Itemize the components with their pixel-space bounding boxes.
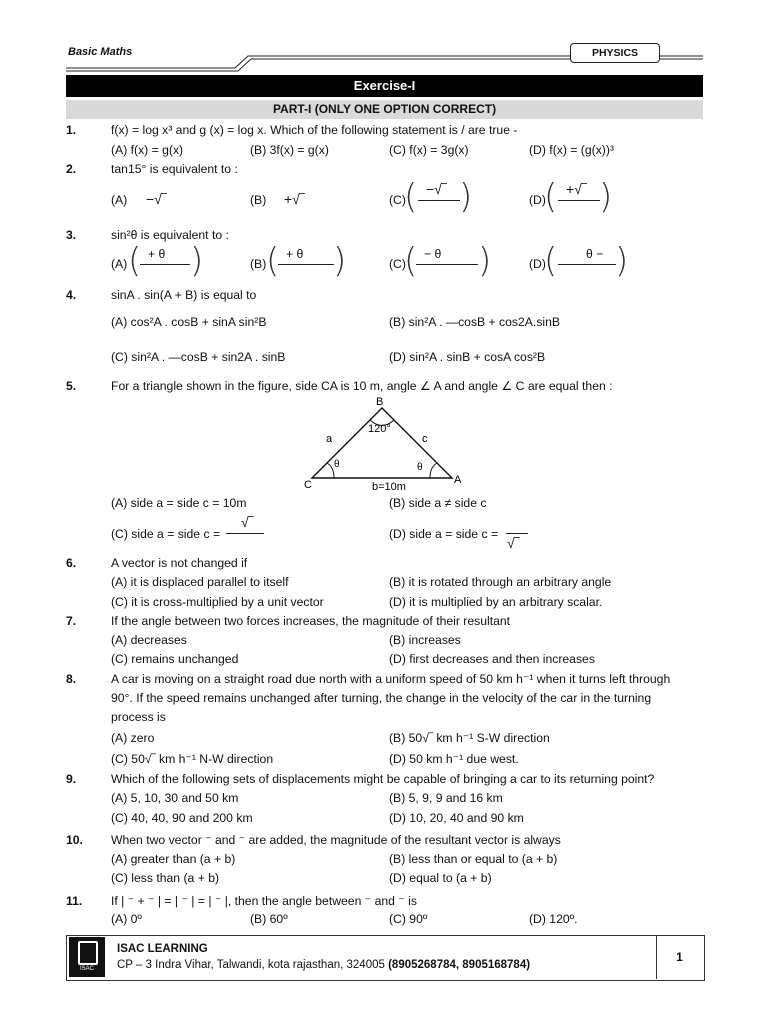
option-d-label: (D) (529, 193, 546, 207)
right-paren: ) (478, 241, 492, 281)
option-d: (D) 120º. (529, 912, 578, 926)
option-d: (D) first decreases and then increases (389, 652, 595, 666)
vertex-c-label: C (304, 479, 312, 491)
right-paren: ) (190, 241, 204, 281)
option-d-numerator: θ − (586, 247, 604, 261)
question-number: 10. (66, 833, 83, 847)
fraction-bar (506, 533, 528, 534)
option-d: (D) 50 km h⁻¹ due west. (389, 752, 519, 766)
angle-c-arc (327, 463, 334, 478)
side-a-label: a (326, 433, 333, 445)
fraction-bar (558, 264, 616, 265)
fraction-bar (226, 533, 264, 534)
isac-logo (69, 937, 105, 977)
option-b: (B) side a ≠ side c (389, 496, 487, 510)
left-paren: ( (404, 177, 418, 217)
logo-text: ISAC (79, 966, 94, 972)
option-a: (A) 0º (111, 912, 142, 926)
question-text: If the angle between two forces increases, the magnitude of their resultant (111, 614, 511, 628)
option-d-numerator: +√‾ (566, 181, 587, 197)
option-d: (D) side a = side c = (389, 527, 499, 541)
option-d: (D) sin²A . sinB + cosA cos²B (389, 350, 546, 364)
option-b: (B) 5, 9, 9 and 16 km (389, 791, 503, 805)
question-text: If | ⁻ + ⁻ | = | ⁻ | = | ⁻ |, then the angle between ⁻ and ⁻ is (111, 894, 417, 908)
option-d: (D) 10, 20, 40 and 90 km (389, 811, 524, 825)
question-text: sin²θ is equivalent to : (111, 228, 229, 242)
option-a-label: (A) (111, 193, 128, 207)
triangle-shape (312, 408, 452, 478)
footer (66, 935, 705, 981)
theta-c-label: θ (334, 459, 340, 470)
question-text-line-1: A car is moving on a straight road due north with a uniform speed of 50 km h⁻¹ when it turns left through (111, 672, 671, 686)
footer-phones: (8905268784, 8905168784) (388, 959, 531, 971)
option-a-expression: −√‾ (146, 191, 167, 207)
option-a: (A) it is displaced parallel to itself (111, 575, 289, 589)
option-c: (C) side a = side c = (111, 527, 221, 541)
option-c: (C) remains unchanged (111, 652, 239, 666)
right-paren: ) (615, 241, 629, 281)
right-paren: ) (599, 177, 613, 217)
side-c-label: c (422, 433, 428, 445)
part-title: PART-I (ONLY ONE OPTION CORRECT) (66, 100, 703, 119)
theta-a-label: θ (417, 462, 423, 473)
question-text: f(x) = log x³ and g (x) = log x. Which of the following statement is / are true - (111, 123, 518, 137)
angle-b-label: 120° (368, 423, 391, 435)
option-c-label: (C) (389, 193, 406, 207)
question-text: A vector is not changed if (111, 556, 248, 570)
option-b: (B) it is rotated through an arbitrary angle (389, 575, 612, 589)
option-c: (C) it is cross-multiplied by a unit vector (111, 595, 324, 609)
option-c: (C) less than (a + b) (111, 871, 220, 885)
question-number: 9. (66, 772, 77, 786)
option-c-numerator: − θ (424, 247, 442, 261)
page-number: 1 (676, 950, 683, 964)
option-d-label: (D) (529, 257, 546, 271)
option-a: (A) 5, 10, 30 and 50 km (111, 791, 239, 805)
option-b-label: (B) (250, 257, 267, 271)
base-label: b=10m (372, 481, 406, 493)
question-number: 1. (66, 123, 77, 137)
option-c: (C) 90º (389, 912, 428, 926)
left-paren: ( (128, 241, 142, 281)
option-b-label: (B) (250, 193, 267, 207)
option-a-label: (A) (111, 257, 128, 271)
question-number: 3. (66, 228, 77, 242)
triangle-figure (296, 393, 476, 493)
question-number: 5. (66, 379, 77, 393)
option-a: (A) side a = side c = 10m (111, 496, 247, 510)
question-text: When two vector ⁻ and ⁻ are added, the magnitude of the resultant vector is always (111, 833, 561, 847)
option-a-numerator: + θ (148, 247, 166, 261)
question-text: tan15° is equivalent to : (111, 162, 238, 176)
option-c: (C) f(x) = 3g(x) (389, 143, 469, 157)
fraction-bar (278, 264, 334, 265)
option-d: (D) it is multiplied by an arbitrary scalar. (389, 595, 603, 609)
option-c-numerator: −√‾ (426, 181, 447, 197)
right-paren: ) (459, 177, 473, 217)
option-b: (B) sin²A . —cosB + cos2A.sinB (389, 315, 561, 329)
option-b: (B) 60º (250, 912, 288, 926)
question-number: 7. (66, 614, 77, 628)
fraction-bar (140, 264, 190, 265)
question-text: For a triangle shown in the figure, side CA is 10 m, angle ∠ A and angle ∠ C are equal then : (111, 379, 613, 393)
question-number: 6. (66, 556, 77, 570)
option-b: (B) 3f(x) = g(x) (250, 143, 329, 157)
option-a: (A) greater than (a + b) (111, 852, 236, 866)
footer-title: ISAC LEARNING (117, 943, 208, 955)
right-paren: ) (333, 241, 347, 281)
footer-address (117, 959, 530, 971)
fraction-bar (558, 200, 600, 201)
option-a: (A) f(x) = g(x) (111, 143, 184, 157)
option-c-label: (C) (389, 257, 406, 271)
option-a: (A) decreases (111, 633, 187, 647)
fraction-bar (418, 200, 460, 201)
logo-mark-icon (78, 941, 98, 965)
question-text: Which of the following sets of displacements might be capable of bringing a car to its returning point? (111, 772, 655, 786)
question-number: 8. (66, 672, 77, 686)
exercise-title: Exercise-I (66, 75, 703, 97)
question-text-line-3: process is (111, 710, 166, 724)
option-b: (B) 50√‾ km h⁻¹ S-W direction (389, 731, 550, 745)
option-a: (A) cos²A . cosB + sinA sin²B (111, 315, 267, 329)
option-b: (B) increases (389, 633, 461, 647)
header-subject: Basic Maths (68, 46, 133, 58)
option-c: (C) 40, 40, 90 and 200 km (111, 811, 253, 825)
option-c: (C) 50√‾ km h⁻¹ N-W direction (111, 752, 274, 766)
option-a: (A) zero (111, 731, 155, 745)
question-number: 11. (66, 894, 83, 908)
fraction-bar (416, 264, 478, 265)
option-d: (D) f(x) = (g(x))³ (529, 143, 614, 157)
option-d: (D) equal to (a + b) (389, 871, 492, 885)
question-text: sinA . sin(A + B) is equal to (111, 288, 257, 302)
option-b-numerator: + θ (286, 247, 304, 261)
left-paren: ( (544, 241, 558, 281)
question-number: 2. (66, 162, 77, 176)
question-number: 4. (66, 288, 77, 302)
angle-a-arc (430, 463, 437, 478)
left-paren: ( (266, 241, 280, 281)
vertex-a-label: A (454, 474, 462, 486)
footer-address-text: CP – 3 Indra Vihar, Talwandi, kota rajasthan, 324005 (117, 959, 385, 971)
left-paren: ( (404, 241, 418, 281)
option-c-numerator: √‾ (241, 514, 254, 530)
left-paren: ( (544, 177, 558, 217)
question-text-line-2: 90°. If the speed remains unchanged after turning, the change in the velocity of the car in the turning (111, 691, 652, 705)
option-b-expression: +√‾ (284, 191, 305, 207)
option-b: (B) less than or equal to (a + b) (389, 852, 558, 866)
vertex-b-label: B (376, 396, 384, 408)
header-tag: PHYSICS (570, 43, 660, 63)
option-d-denominator: √‾ (507, 535, 520, 551)
option-c: (C) sin²A . —cosB + sin2A . sinB (111, 350, 286, 364)
